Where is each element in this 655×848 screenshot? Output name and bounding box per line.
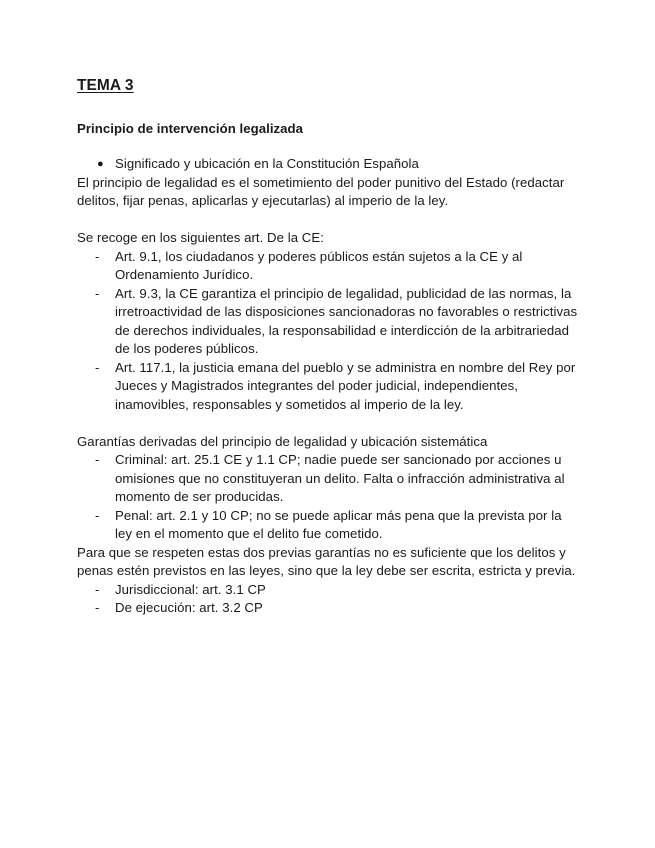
list-item-text: Criminal: art. 25.1 CE y 1.1 CP; nadie puede ser sancionado por acciones u omisiones que no constituyeran un delito. Falta o infracción administrativa al momento de ser producidas. xyxy=(115,452,565,504)
list-item xyxy=(77,599,582,618)
bullet-icon: ● xyxy=(97,158,104,170)
bullet-text: Significado y ubicación en la Constitución Española xyxy=(115,156,419,171)
list-item xyxy=(77,581,582,600)
list-item-text: Art. 9.1, los ciudadanos y poderes públicos están sujetos a la CE y al Ordenamiento Jurídico. xyxy=(115,248,523,282)
list-item-text: Art. 9.3, la CE garantiza el principio de legalidad, publicidad de las normas, la irretroactividad de las disposiciones sancionadoras no favorables o restrictivas de derechos individuales, la responsabilidad e interdicción de la arbitrariedad de los poderes públicos. xyxy=(115,285,578,356)
closing-paragraph: Para que se respeten estas dos previas garantías no es suficiente que los delitos y penas estén previstos en las leyes, sino que la ley debe ser escrita, estricta y previa. xyxy=(77,544,576,578)
intro-paragraph: El principio de legalidad es el sometimiento del poder punitivo del Estado (redactar delitos, fijar penas, aplicarlas y ejecutarlas) al imperio de la ley. xyxy=(77,174,565,208)
bullet-list xyxy=(77,155,582,174)
bullet-item xyxy=(77,155,582,174)
list-item-text: Jurisdiccional: art. 3.1 CP xyxy=(115,581,266,597)
dash-icon: - xyxy=(95,507,100,523)
final-list xyxy=(77,581,582,618)
dash-icon: - xyxy=(95,452,100,467)
document-body xyxy=(77,155,582,618)
list-item xyxy=(77,248,582,285)
list-item xyxy=(77,451,582,507)
guarantees-list xyxy=(77,451,582,544)
dash-icon: - xyxy=(95,248,100,264)
dash-icon: - xyxy=(95,359,100,375)
list-item-text: Art. 117.1, la justicia emana del pueblo y se administra en nombre del Rey por Jueces y Magistrados integrantes del poder judicial, independientes, inamovibles, responsables y sometidos al imperio de la ley. xyxy=(115,359,576,412)
articles-intro: Se recoge en los siguientes art. De la CE: xyxy=(77,230,324,245)
dash-icon: - xyxy=(95,600,100,615)
list-item xyxy=(77,359,582,415)
spacer xyxy=(77,414,582,433)
guarantees-intro: Garantías derivadas del principio de legalidad y ubicación sistemática xyxy=(77,433,488,449)
list-item-text: Penal: art. 2.1 y 10 CP; no se puede aplicar más pena que la prevista por la ley en el momento que el delito fue cometido. xyxy=(115,507,562,541)
spacer xyxy=(77,211,582,230)
list-item xyxy=(77,507,582,544)
dash-icon: - xyxy=(95,285,100,301)
section-heading: Principio de intervención legalizada xyxy=(77,121,304,136)
page-title: TEMA 3 xyxy=(77,77,134,94)
list-item xyxy=(77,285,582,359)
dash-icon: - xyxy=(95,581,100,597)
list-item-text: De ejecución: art. 3.2 CP xyxy=(115,600,263,615)
articles-list xyxy=(77,248,582,415)
